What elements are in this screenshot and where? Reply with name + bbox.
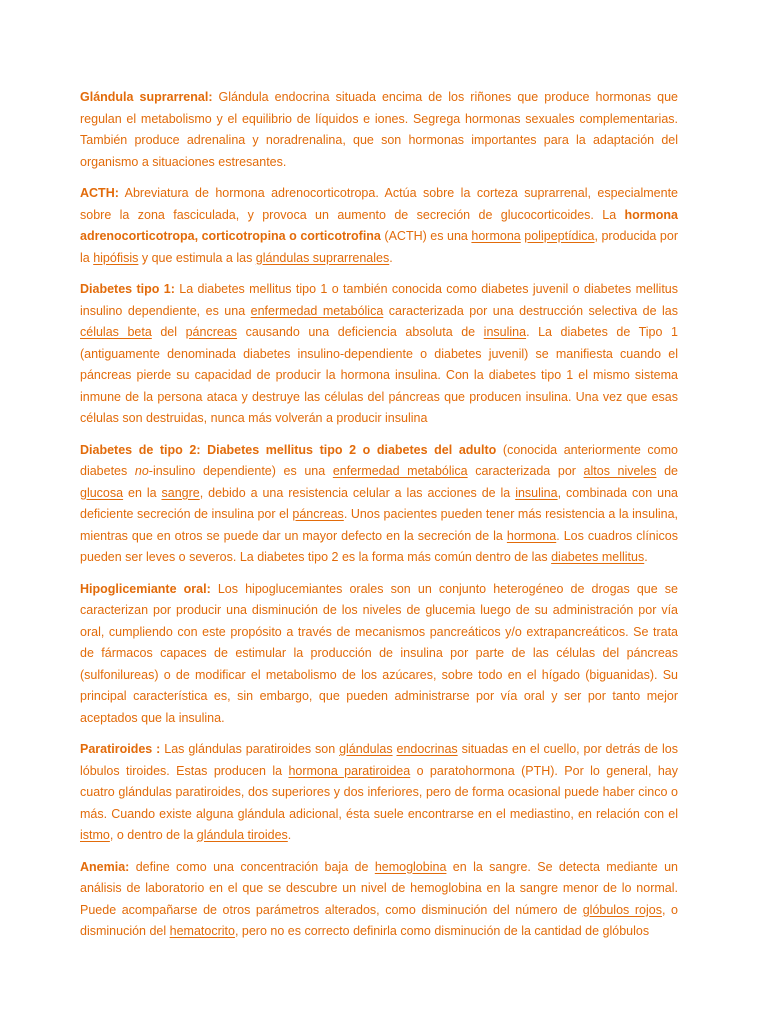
link-glóbulos-rojos[interactable]: glóbulos rojos xyxy=(582,902,662,917)
italic-text: no xyxy=(134,464,149,478)
entry-term: Glándula suprarrenal: xyxy=(80,90,213,104)
entry-term: ACTH: xyxy=(80,186,119,200)
link-insulina[interactable]: insulina xyxy=(515,485,558,500)
body-text: Abreviatura de hormona adrenocorticotropa. Actúa sobre la corteza suprarrenal, especialmente sobre la zona fasciculada, y provoca un aumento de secreción de glucocorticoides. La xyxy=(80,186,678,222)
body-text: , combinada con una deficiente secreción de insulina por el xyxy=(80,485,678,521)
link-istmo[interactable]: istmo xyxy=(80,828,110,842)
body-text: en la sangre. Se detecta mediante un análisis de laboratorio en el que se descubre un nivel de hemoglobina en la sangre menor de lo normal. Puede acompañarse de otros parámetros alterados, como disminución del número de xyxy=(80,859,678,917)
body-text: causando una deficiencia absoluta de xyxy=(237,325,484,339)
body-text: , o disminución del xyxy=(80,902,678,938)
link-hemoglobina[interactable]: hemoglobina xyxy=(374,859,447,874)
glossary-entry-diabetes-tipo-1 xyxy=(80,279,678,430)
body-text: (conocida anteriormente como diabetes xyxy=(80,442,678,478)
body-text: . Los cuadros clínicos pueden ser leves o severos. La diabetes tipo 2 es la forma más común dentro de las xyxy=(80,528,678,564)
link-altos-niveles[interactable]: altos niveles xyxy=(583,464,657,478)
link-hematocrito[interactable]: hematocrito xyxy=(169,924,235,938)
link-glándulas[interactable]: glándulas xyxy=(339,742,393,756)
body-text: o paratohormona (PTH). Por lo general, hay cuatro glándulas paratiroides, dos superiores y dos inferiores, pero de forma ocasional puede haber cinco o más. Cuando existe alguna glándula adicional, ésta suele encontrarse en el mediastino, en relación con el xyxy=(80,763,678,821)
entry-term: Diabetes tipo 1: xyxy=(80,282,175,296)
entry-term: Anemia: xyxy=(80,859,130,874)
glossary-entry-paratiroides xyxy=(80,739,678,847)
body-text: , o dentro de la xyxy=(109,828,197,842)
bold-text: hormona adrenocorticotropa, corticotropina o corticotrofina xyxy=(80,207,678,243)
link-páncreas[interactable]: páncreas xyxy=(185,325,238,339)
body-text: Glándula endocrina situada encima de los riñones que produce hormonas que regulan el metabolismo y el equilibrio de líquidos e iones. Segrega hormonas sexuales complementarias. También produce adrenalina y noradrenalina, que son hormonas importantes para la adaptación del organismo a situaciones estresantes. xyxy=(80,90,678,169)
body-text: . xyxy=(644,550,648,564)
bold-text: Diabetes mellitus tipo 2 o diabetes del adulto xyxy=(207,442,497,457)
link-hormona-paratiroidea[interactable]: hormona paratiroidea xyxy=(288,763,411,778)
body-text: y que estimula a las xyxy=(138,250,256,265)
body-text: . xyxy=(389,250,393,265)
link-enfermedad-metabólica[interactable]: enfermedad metabólica xyxy=(332,464,468,478)
link-glándulas-suprarrenales[interactable]: glándulas suprarrenales xyxy=(255,250,390,265)
body-text: caracterizada por una destrucción selectiva de las xyxy=(383,303,678,318)
entry-term: Paratiroides : xyxy=(80,742,161,756)
glossary-entry-hipoglicemiante-oral xyxy=(80,579,678,730)
link-sangre[interactable]: sangre xyxy=(161,485,200,500)
body-text: del xyxy=(151,325,186,339)
link-páncreas[interactable]: páncreas xyxy=(292,507,344,521)
body-text: de xyxy=(656,464,678,478)
link-glucosa[interactable]: glucosa xyxy=(80,485,124,500)
link-hormona[interactable]: hormona xyxy=(506,528,557,543)
body-text: , pero no es correcto definirla como disminución de la cantidad de glóbulos xyxy=(234,924,650,938)
glossary-entry-glandula-suprarrenal xyxy=(80,87,678,173)
entry-term: Hipoglicemiante oral: xyxy=(80,581,211,596)
glossary-entry-acth xyxy=(80,183,678,269)
link-diabetes-mellitus[interactable]: diabetes mellitus xyxy=(551,550,645,564)
glossary-entry-diabetes-tipo-2 xyxy=(80,440,678,569)
body-text: -insulino dependiente) es una xyxy=(148,464,333,478)
link-hipófisis[interactable]: hipófisis xyxy=(93,250,139,265)
body-text: situadas en el cuello, por detrás de los lóbulos tiroides. Estas producen la xyxy=(80,742,678,778)
link-enfermedad-metabólica[interactable]: enfermedad metabólica xyxy=(250,303,384,318)
body-text: . Unos pacientes pueden tener más resistencia a la insulina, mientras que en otros se puede dar un mayor defecto en la secreción de la xyxy=(80,507,678,543)
link-glándula-tiroides[interactable]: glándula tiroides xyxy=(196,828,288,842)
body-text: La diabetes mellitus tipo 1 o también conocida como diabetes juvenil o diabetes mellitus insulino dependiente, es una xyxy=(80,282,678,318)
body-text: en la xyxy=(123,485,162,500)
body-text: (ACTH) es una xyxy=(380,229,472,243)
body-text: . La diabetes de Tipo 1 (antiguamente denominada diabetes insulino-dependiente o diabetes juvenil) se manifiesta cuando el páncreas pierde su capacidad de producir la hormona insulina. Con la diabetes tipo 1 el mismo sistema inmune de la persona ataca y destruye las células del páncreas que producen insulina. Una vez que esas células son destruidas, nunca más volverán a producir insulina xyxy=(80,325,678,425)
body-text: , debido a una resistencia celular a las acciones de la xyxy=(199,485,516,500)
link-hormona[interactable]: hormona xyxy=(471,229,521,243)
link-polipeptídica[interactable]: polipeptídica xyxy=(524,229,595,243)
body-text: caracterizada por xyxy=(467,464,584,478)
glossary-entry-anemia xyxy=(80,857,678,943)
link-células-beta[interactable]: células beta xyxy=(80,325,152,339)
body-text: . xyxy=(287,828,292,842)
entry-term: Diabetes de tipo 2: xyxy=(80,442,201,457)
body-text: Las glándulas paratiroides son xyxy=(160,742,340,756)
link-insulina[interactable]: insulina xyxy=(483,325,527,339)
body-text: Los hipoglucemiantes orales son un conjunto heterogéneo de drogas que se caracterizan por producir una disminución de los niveles de glucemia luego de su administración por vía oral, cumpliendo con este propósito a través de mecanismos pancreáticos y/o extrapancreáticos. Se trata de fármacos capaces de estimular la producción de insulina por parte de las células del páncreas (sulfonilureas) o de modificar el metabolismo de los azúcares, sobre todo en el hígado (biguanidas). Su principal característica es, sin embargo, que pueden administrarse por vía oral y ser por tanto mejor aceptados que la insulina. xyxy=(80,581,678,725)
body-text: , producida por la xyxy=(80,229,678,265)
body-text: define como una concentración baja de xyxy=(129,859,375,874)
link-endocrinas[interactable]: endocrinas xyxy=(396,742,458,756)
